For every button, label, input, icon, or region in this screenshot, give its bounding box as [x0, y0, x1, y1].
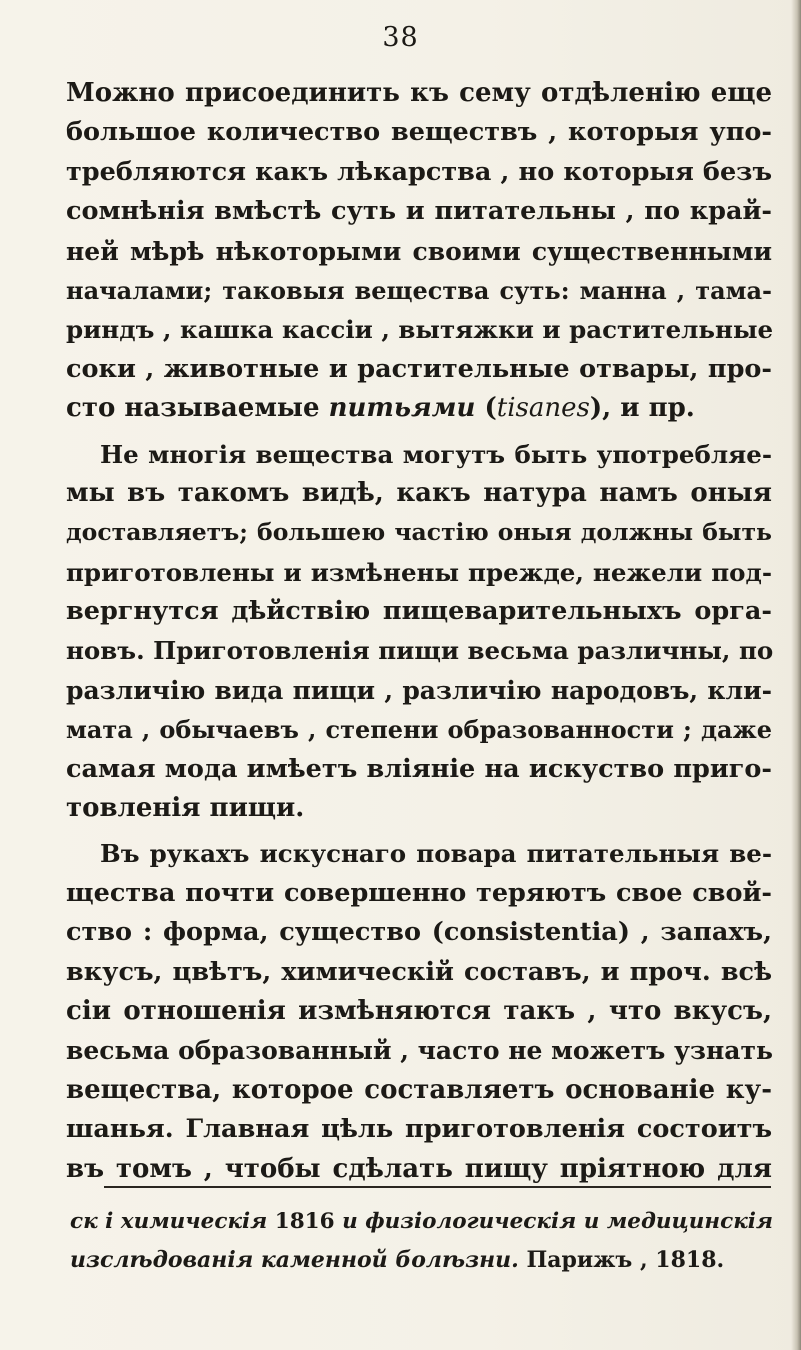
footnote: [70, 1203, 772, 1279]
footnote-fragment: и физіологическія и медицинскія: [334, 1209, 774, 1234]
text-line: различію вида пищи , различію народовъ, кли-: [66, 675, 772, 705]
text-line: въ томъ , чтобы сдѣлать пищу пріятною для: [66, 1153, 772, 1184]
footnote-fragment: ск і химическія: [70, 1209, 275, 1234]
text-line: приготовлены и измѣнены прежде, нежели под-: [66, 557, 772, 587]
text-line: вещества, которое составляетъ основаніе ку-: [66, 1074, 772, 1105]
footnote-divider: [104, 1186, 771, 1188]
footnote-year: 1816: [274, 1209, 335, 1234]
text-line: весьма образованный , часто не можетъ узнать: [66, 1036, 773, 1066]
text-line: ней мѣрѣ нѣкоторыми своими существенными: [66, 236, 772, 266]
text-line: началами; таковыя вещества суть: манна , тама-: [66, 275, 772, 305]
text-line: вергнутся дѣйствію пищеварительныхъ орга-: [66, 596, 772, 627]
text-line: доставляетъ; большею частію оныя должны быть: [66, 518, 772, 547]
text-line: Можно присоединить къ сему отдѣленію еще: [66, 78, 772, 108]
page-number: 38: [382, 22, 419, 53]
italic-term: питьями: [328, 393, 476, 424]
text-line: требляются какъ лѣкарства , но которыя безъ: [66, 156, 772, 187]
text-line: [66, 389, 772, 428]
text-line: шанья. Главная цѣль приготовленія состоитъ: [66, 1114, 772, 1145]
paren-open: (: [484, 393, 497, 424]
text-line: сомнѣнія вмѣстѣ суть и питательны , по край-: [66, 196, 772, 227]
text-line: Въ рукахъ искуснаго повара питательныя ве-: [100, 839, 772, 869]
italic-term-latin: tisanes: [496, 393, 590, 424]
footnote-place-year: Парижъ , 1818.: [518, 1247, 725, 1273]
text-line: щества почти совершенно теряютъ свое свой-: [66, 877, 772, 908]
text-line: мата , обычаевъ , степени образованности ; даже: [66, 715, 772, 745]
footnote-line: [70, 1241, 772, 1279]
text-line: мы въ такомъ видѣ, какъ натура намъ оныя: [66, 477, 772, 508]
text-line: новъ. Приготовленія пищи весьма различны, по: [66, 636, 774, 666]
footnote-line: [70, 1203, 772, 1241]
text-line: риндъ , кашка кассіи , вытяжки и растительные: [66, 315, 774, 345]
text-line: самая мода имѣетъ вліяніе на искуство приго-: [66, 753, 772, 784]
text-fragment: сто называемые: [66, 393, 329, 424]
body-text: [66, 74, 772, 1189]
page-edge: [791, 0, 801, 1350]
text-line: Не многія вещества могутъ быть употребляе-: [100, 439, 772, 469]
text-fragment: , и пр.: [602, 393, 695, 424]
text-line: соки , животные и растительные отвары, про-: [66, 353, 772, 384]
footnote-fragment: изслѣдованія каменной болѣзни.: [70, 1247, 519, 1273]
paren-close: ): [589, 393, 603, 424]
text-line: вкусъ, цвѣтъ, химическій составъ, и проч. всѣ: [66, 956, 772, 987]
text-line: большое количество веществъ , которыя упо-: [66, 117, 772, 148]
text-line: сіи отношенія измѣняются такъ , что вкусъ,: [66, 995, 772, 1026]
text-line: товленія пищи.: [66, 793, 305, 824]
text-line: ство : форма, существо (consistentia) , запахъ,: [66, 917, 772, 948]
